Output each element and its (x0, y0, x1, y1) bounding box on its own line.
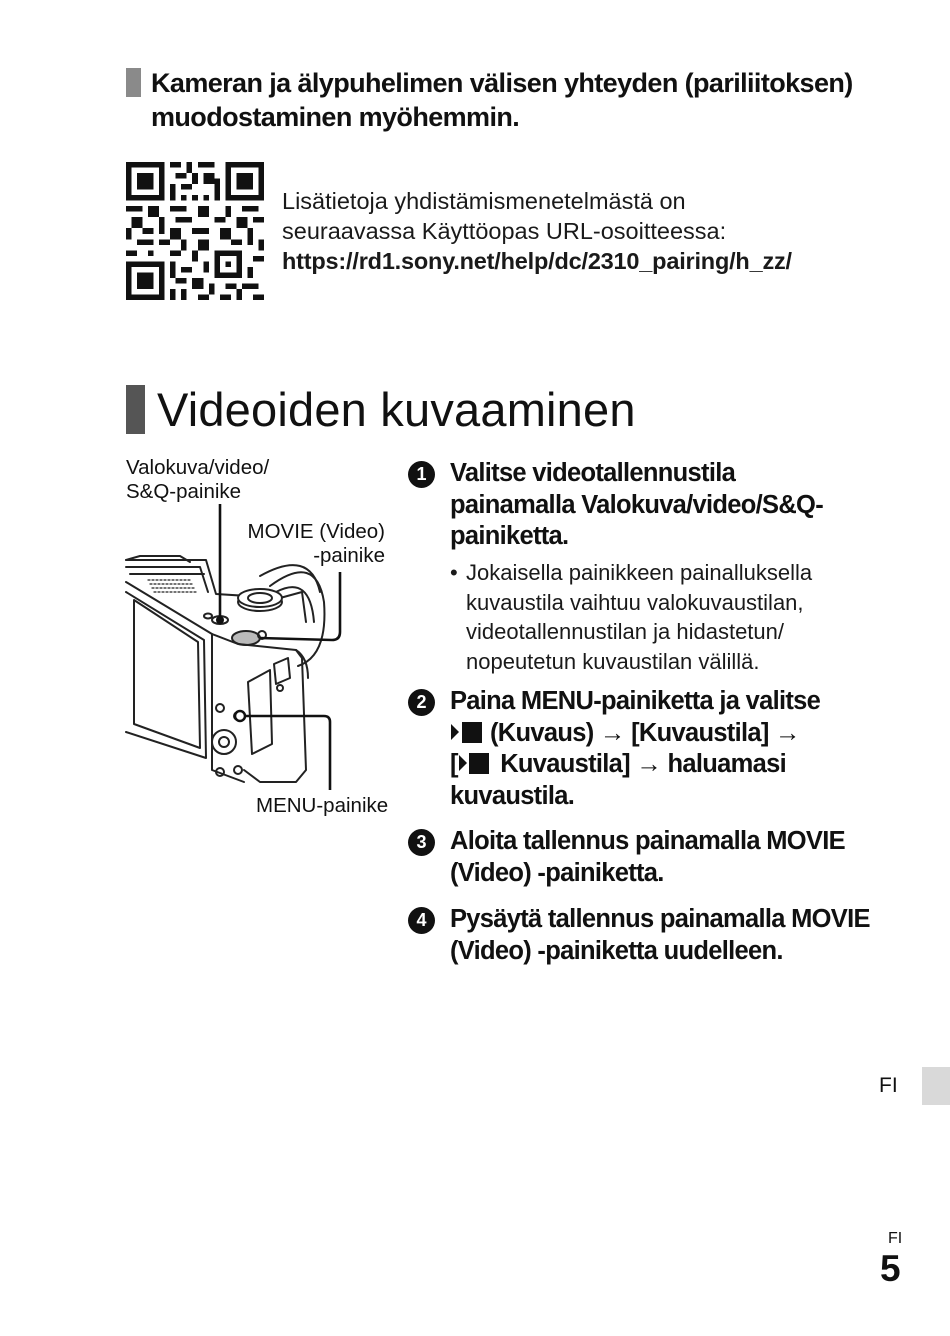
step-line: Valitse videotallennustila (450, 459, 736, 487)
language-tab-label: FI (879, 1074, 898, 1097)
arrow-icon: → (775, 718, 800, 747)
arrow-icon: → (636, 750, 662, 778)
heading-line: Kameran ja älypuhelimen välisen yhteyden (pariliitoksen) (151, 68, 853, 98)
step-2 (408, 686, 908, 812)
menu-item-kuvaustila: [Kuvaustila] (631, 718, 769, 747)
note-line: nopeutetun kuvaustilan välillä. (466, 648, 760, 674)
step-number: 4 (408, 907, 435, 934)
step-line: kuvaustila. (450, 781, 575, 810)
info-line: Lisätietoja yhdistämismenetelmästä on (282, 188, 686, 214)
section-marker-bar (126, 68, 141, 97)
callout-line: S&Q-painike (126, 480, 242, 503)
help-url-link[interactable]: https://rd1.sony.net/help/dc/2310_pairing/h_zz/ (282, 248, 792, 274)
callout-line: Valokuva/video/ (126, 456, 270, 479)
info-line: seuraavassa Käyttöopas URL-osoitteessa: (282, 218, 727, 244)
camera-illustration (120, 452, 420, 832)
step-number: 1 (408, 461, 435, 488)
menu-item-kuvaustila-submenu: Kuvaustila] (500, 750, 630, 778)
step-line (450, 718, 908, 750)
bracket: [ (450, 750, 458, 778)
section-title: Videoiden kuvaaminen (157, 383, 636, 436)
section-marker-bar (126, 385, 145, 434)
language-tab-marker (922, 1067, 950, 1105)
step-line: Pysäytä tallennus painamalla MOVIE (450, 905, 870, 933)
step-3 (408, 826, 908, 889)
step-text (450, 826, 908, 889)
menu-item-kuvaus: (Kuvaus) (490, 718, 594, 747)
callout-line: -painike (313, 544, 385, 567)
shooting-mode-icon (458, 751, 494, 775)
step-4 (408, 904, 908, 967)
footer-language: FI (888, 1230, 903, 1247)
step-line: painiketta. (450, 522, 569, 550)
qr-code (126, 162, 264, 300)
step-1 (408, 458, 908, 553)
pairing-info-text (282, 186, 922, 276)
step-line: Paina MENU-painiketta ja valitse (450, 687, 821, 715)
section-heading-pairing (151, 66, 911, 134)
note-line: kuvaustila vaihtuu valokuvaustilan, (466, 589, 804, 615)
callout-menu-button: MENU-painike (256, 794, 389, 817)
step-number: 3 (408, 829, 435, 856)
callout-line: MOVIE (Video) (247, 520, 385, 543)
arrow-icon: → (599, 718, 625, 747)
heading-line: muodostaminen myöhemmin. (151, 102, 520, 132)
callout-photo-video-button (126, 456, 269, 504)
step-line: painamalla Valokuva/video/S&Q- (450, 490, 823, 519)
callout-movie-button (230, 520, 385, 568)
step-1-note (450, 558, 890, 676)
bullet-mark: • (450, 560, 458, 585)
page-number: 5 (880, 1248, 901, 1289)
step-line: Aloita tallennus painamalla MOVIE (450, 827, 845, 855)
step-text (450, 904, 908, 967)
step-text (450, 686, 908, 812)
step-line (450, 749, 908, 781)
note-line: videotallennustilan ja hidastetun/ (466, 619, 785, 644)
step-number: 2 (408, 689, 435, 716)
step-text (450, 458, 908, 553)
shooting-mode-icon (450, 720, 490, 744)
note-line: Jokaisella painikkeen painalluksella (466, 560, 813, 585)
step-line: (Video) -painiketta. (450, 858, 664, 887)
step-word: haluamasi (667, 750, 786, 778)
step-line: (Video) -painiketta uudelleen. (450, 936, 783, 965)
